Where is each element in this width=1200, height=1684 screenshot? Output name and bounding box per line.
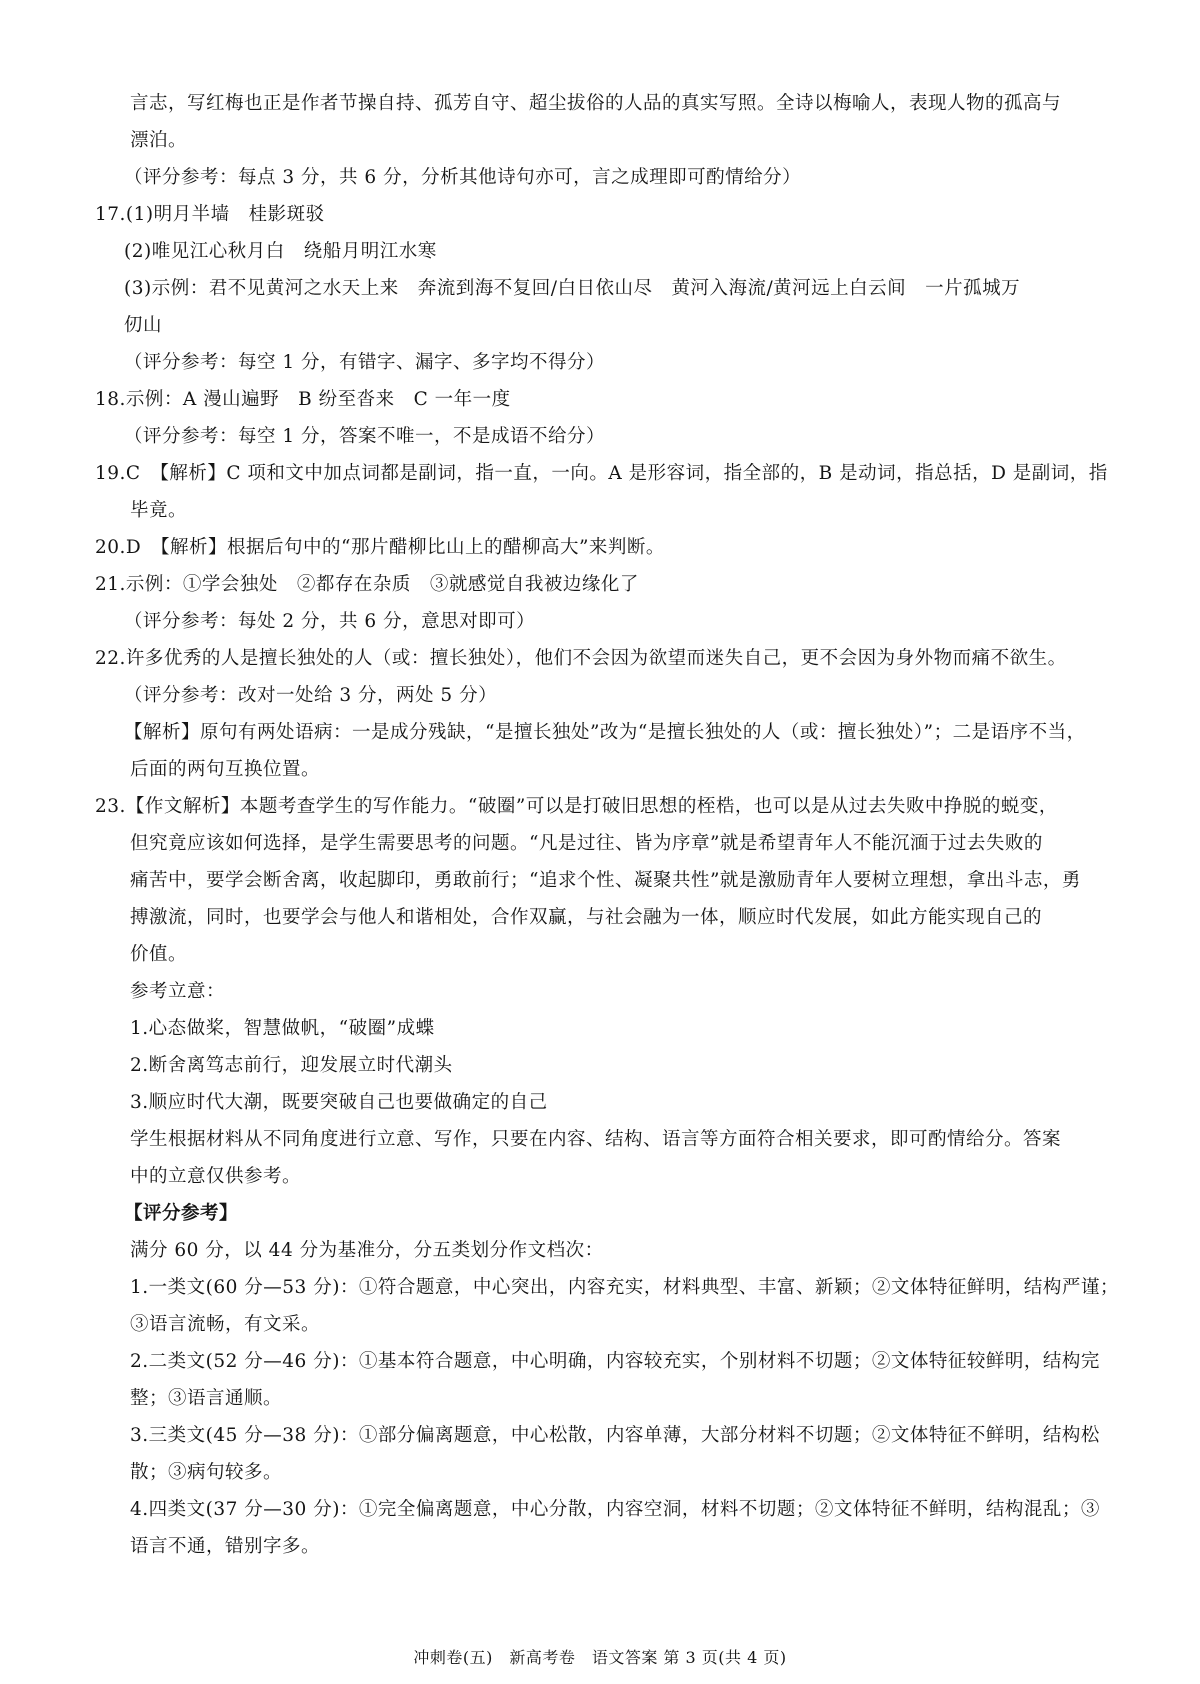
text-line: 散；③病句较多。: [130, 1462, 283, 1483]
text-line: 3.三类文(45 分—38 分)：①部分偏离题意，中心松散，内容单薄，大部分材料不切题；②文体特征不鲜明，结构松: [130, 1425, 1100, 1446]
text-line: 毕竟。: [130, 500, 188, 521]
text-line: 1.一类文(60 分—53 分)：①符合题意，中心突出，内容充实，材料典型、丰富、新颖；②文体特征鲜明，结构严谨；: [130, 1277, 1119, 1298]
question-19: 19.C 【解析】C 项和文中加点词都是副词，指一直，一向。A 是形容词，指全部的，B 是动词，指总括，D 是副词，指: [95, 463, 1108, 484]
text-line: 语言不通，错别字多。: [130, 1536, 321, 1557]
question-18: 18.示例：A 漫山遍野 B 纷至沓来 C 一年一度: [95, 389, 511, 410]
text-line: 2.断舍离笃志前行，迎发展立时代潮头: [130, 1055, 453, 1076]
question-21: 21.示例：①学会独处 ②都存在杂质 ③就感觉自我被边缘化了: [95, 574, 639, 595]
text-line: 仞山: [124, 315, 163, 336]
text-line: 但究竟应该如何选择，是学生需要思考的问题。“凡是过往、皆为序章”就是希望青年人不能沉湎于过去失败的: [130, 833, 1043, 854]
text-line: 搏激流，同时，也要学会与他人和谐相处，合作双赢，与社会融为一体，顺应时代发展，如此方能实现自己的: [130, 907, 1043, 928]
page-footer: 冲刺卷(五) 新高考卷 语文答案 第 3 页(共 4 页): [413, 1648, 787, 1667]
text-line: 中的立意仅供参考。: [130, 1166, 302, 1187]
question-22: 22.许多优秀的人是擅长独处的人（或：擅长独处），他们不会因为欲望而迷失自己，更不会因为身外物而痛不欲生。: [95, 648, 1067, 669]
text-line: 整；③语言通顺。: [130, 1388, 283, 1409]
text-line: 学生根据材料从不同角度进行立意、写作，只要在内容、结构、语言等方面符合相关要求，即可酌情给分。答案: [130, 1129, 1062, 1150]
text-line: 痛苦中，要学会断舍离，收起脚印，勇敢前行；“追求个性、凝聚共性”就是激励青年人要树立理想，拿出斗志，勇: [130, 870, 1081, 891]
text-line: 言志，写红梅也正是作者节操自持、孤芳自守、超尘拔俗的人品的真实写照。全诗以梅喻人，表现人物的孤高与: [130, 93, 1062, 114]
text-line: （评分参考：每点 3 分，共 6 分，分析其他诗句亦可，言之成理即可酌情给分）: [124, 167, 802, 188]
text-line: （评分参考：改对一处给 3 分，两处 5 分）: [124, 685, 498, 706]
text-line: 3.顺应时代大潮，既要突破自己也要做确定的自己: [130, 1092, 548, 1113]
text-line: (3)示例：君不见黄河之水天上来 奔流到海不复回/白日依山尽 黄河入海流/黄河远上白云间 一片孤城万: [124, 278, 1021, 299]
question-20: 20.D 【解析】根据后句中的“那片醋柳比山上的醋柳高大”来判断。: [95, 537, 665, 558]
text-line: 漂泊。: [130, 130, 188, 151]
text-line: 满分 60 分，以 44 分为基准分，分五类划分作文档次：: [130, 1240, 604, 1261]
text-line: （评分参考：每空 1 分，有错字、漏字、多字均不得分）: [124, 352, 606, 373]
text-line: （评分参考：每空 1 分，答案不唯一，不是成语不给分）: [124, 426, 606, 447]
question-23: 23.【作文解析】本题考查学生的写作能力。“破圈”可以是打破旧思想的桎梏，也可以是从过去失败中挣脱的蜕变，: [95, 796, 1058, 817]
text-line: (2)唯见江心秋月白 绕船月明江水寒: [124, 241, 437, 262]
text-line: 价值。: [130, 944, 188, 965]
analysis-line: 【解析】原句有两处语病：一是成分残缺，“是擅长独处”改为“是擅长独处的人（或：擅长独处）”；二是语序不当，: [124, 722, 1086, 743]
text-line: 4.四类文(37 分—30 分)：①完全偏离题意，中心分散，内容空洞，材料不切题；②文体特征不鲜明，结构混乱；③: [130, 1499, 1100, 1520]
scoring-heading: 【评分参考】: [124, 1203, 239, 1224]
text-line: 参考立意：: [130, 981, 226, 1002]
question-17: 17.(1)明月半墙 桂影斑驳: [95, 204, 325, 225]
text-line: 1.心态做桨，智慧做帆，“破圈”成蝶: [130, 1018, 435, 1039]
text-line: 2.二类文(52 分—46 分)：①基本符合题意，中心明确，内容较充实，个别材料不切题；②文体特征较鲜明，结构完: [130, 1351, 1100, 1372]
text-line: 后面的两句互换位置。: [130, 759, 321, 780]
text-line: ③语言流畅，有文采。: [130, 1314, 321, 1335]
text-line: （评分参考：每处 2 分，共 6 分，意思对即可）: [124, 611, 536, 632]
